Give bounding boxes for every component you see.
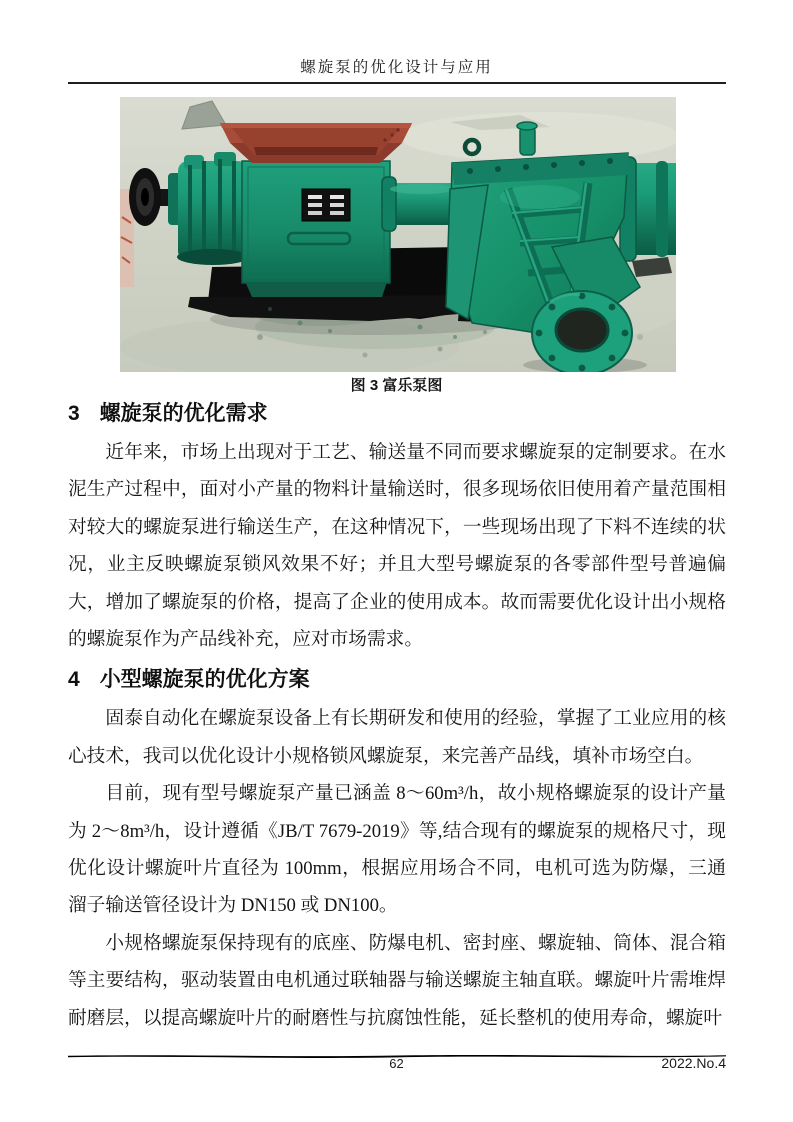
section-heading-4 (68, 665, 726, 695)
section-number: 3 (68, 402, 80, 425)
page-number: 62 (389, 1056, 404, 1071)
figure-caption: 图 3 富乐泵图 (350, 377, 443, 394)
article-body (68, 396, 726, 1037)
running-title: 螺旋泵的优化设计与应用 (300, 59, 493, 76)
paragraph: 固泰自动化在螺旋泵设备上有长期研发和使用的经验，掌握了工业应用的核心技术，我司以优化设计小规格锁风螺旋泵，来完善产品线，填补市场空白。 (68, 708, 726, 767)
section-title: 螺旋泵的优化需求 (99, 402, 268, 425)
figure-photo (120, 97, 676, 372)
pump-photo-illustration (120, 97, 676, 372)
header-rule (68, 82, 726, 84)
mixing-box (242, 161, 390, 297)
section-title: 小型螺旋泵的优化方案 (99, 668, 310, 692)
hopper (220, 123, 412, 163)
nameplate (302, 189, 350, 221)
issue-label: 2022.No.4 (661, 1055, 726, 1071)
paragraph: 小规格螺旋泵保持现有的底座、防爆电机、密封座、螺旋轴、筒体、混合箱等主要结构，驱动装置由电机通过联轴器与输送螺旋主轴直联。螺旋叶片需堆焊耐磨层，以提高螺旋叶片的耐磨性与抗腐蚀性能，延长整机的使用寿命，螺旋叶 (68, 932, 726, 1029)
gearbox-housing (168, 152, 249, 265)
footer-rule (68, 1046, 726, 1052)
section-heading-3 (68, 399, 726, 429)
section-number: 4 (68, 668, 80, 692)
paragraph: 近年来，市场上出现对于工艺、输送量不同而要求螺旋泵的定制要求。在水泥生产过程中，面对小产量的物料计量输送时，很多现场依旧使用着产量范围相对较大的螺旋泵进行输送生产，在这种情况下，一些现场出现了下料不连续的状况，业主反映螺旋泵锁风效果不好；并且大型号螺旋泵的各零部件型号普遍偏大，增加了螺旋泵的价格，提高了企业的使用成本。故而需要优化设计出小规格的螺旋泵作为产品线补充，应对市场需求。 (68, 442, 726, 651)
paragraph: 目前，现有型号螺旋泵产量已涵盖 8～60m³/h，故小规格螺旋泵的设计产量为 2～8m³/h，设计遵循《JB/T 7679-2019》等,结合现有的螺旋泵的规格尺寸，现优化设计螺旋叶片直径为 100mm，根据应用场合不同，电机可选为防爆，三通溜子输送管径设计为 DN150 或 DN100。 (68, 783, 726, 917)
